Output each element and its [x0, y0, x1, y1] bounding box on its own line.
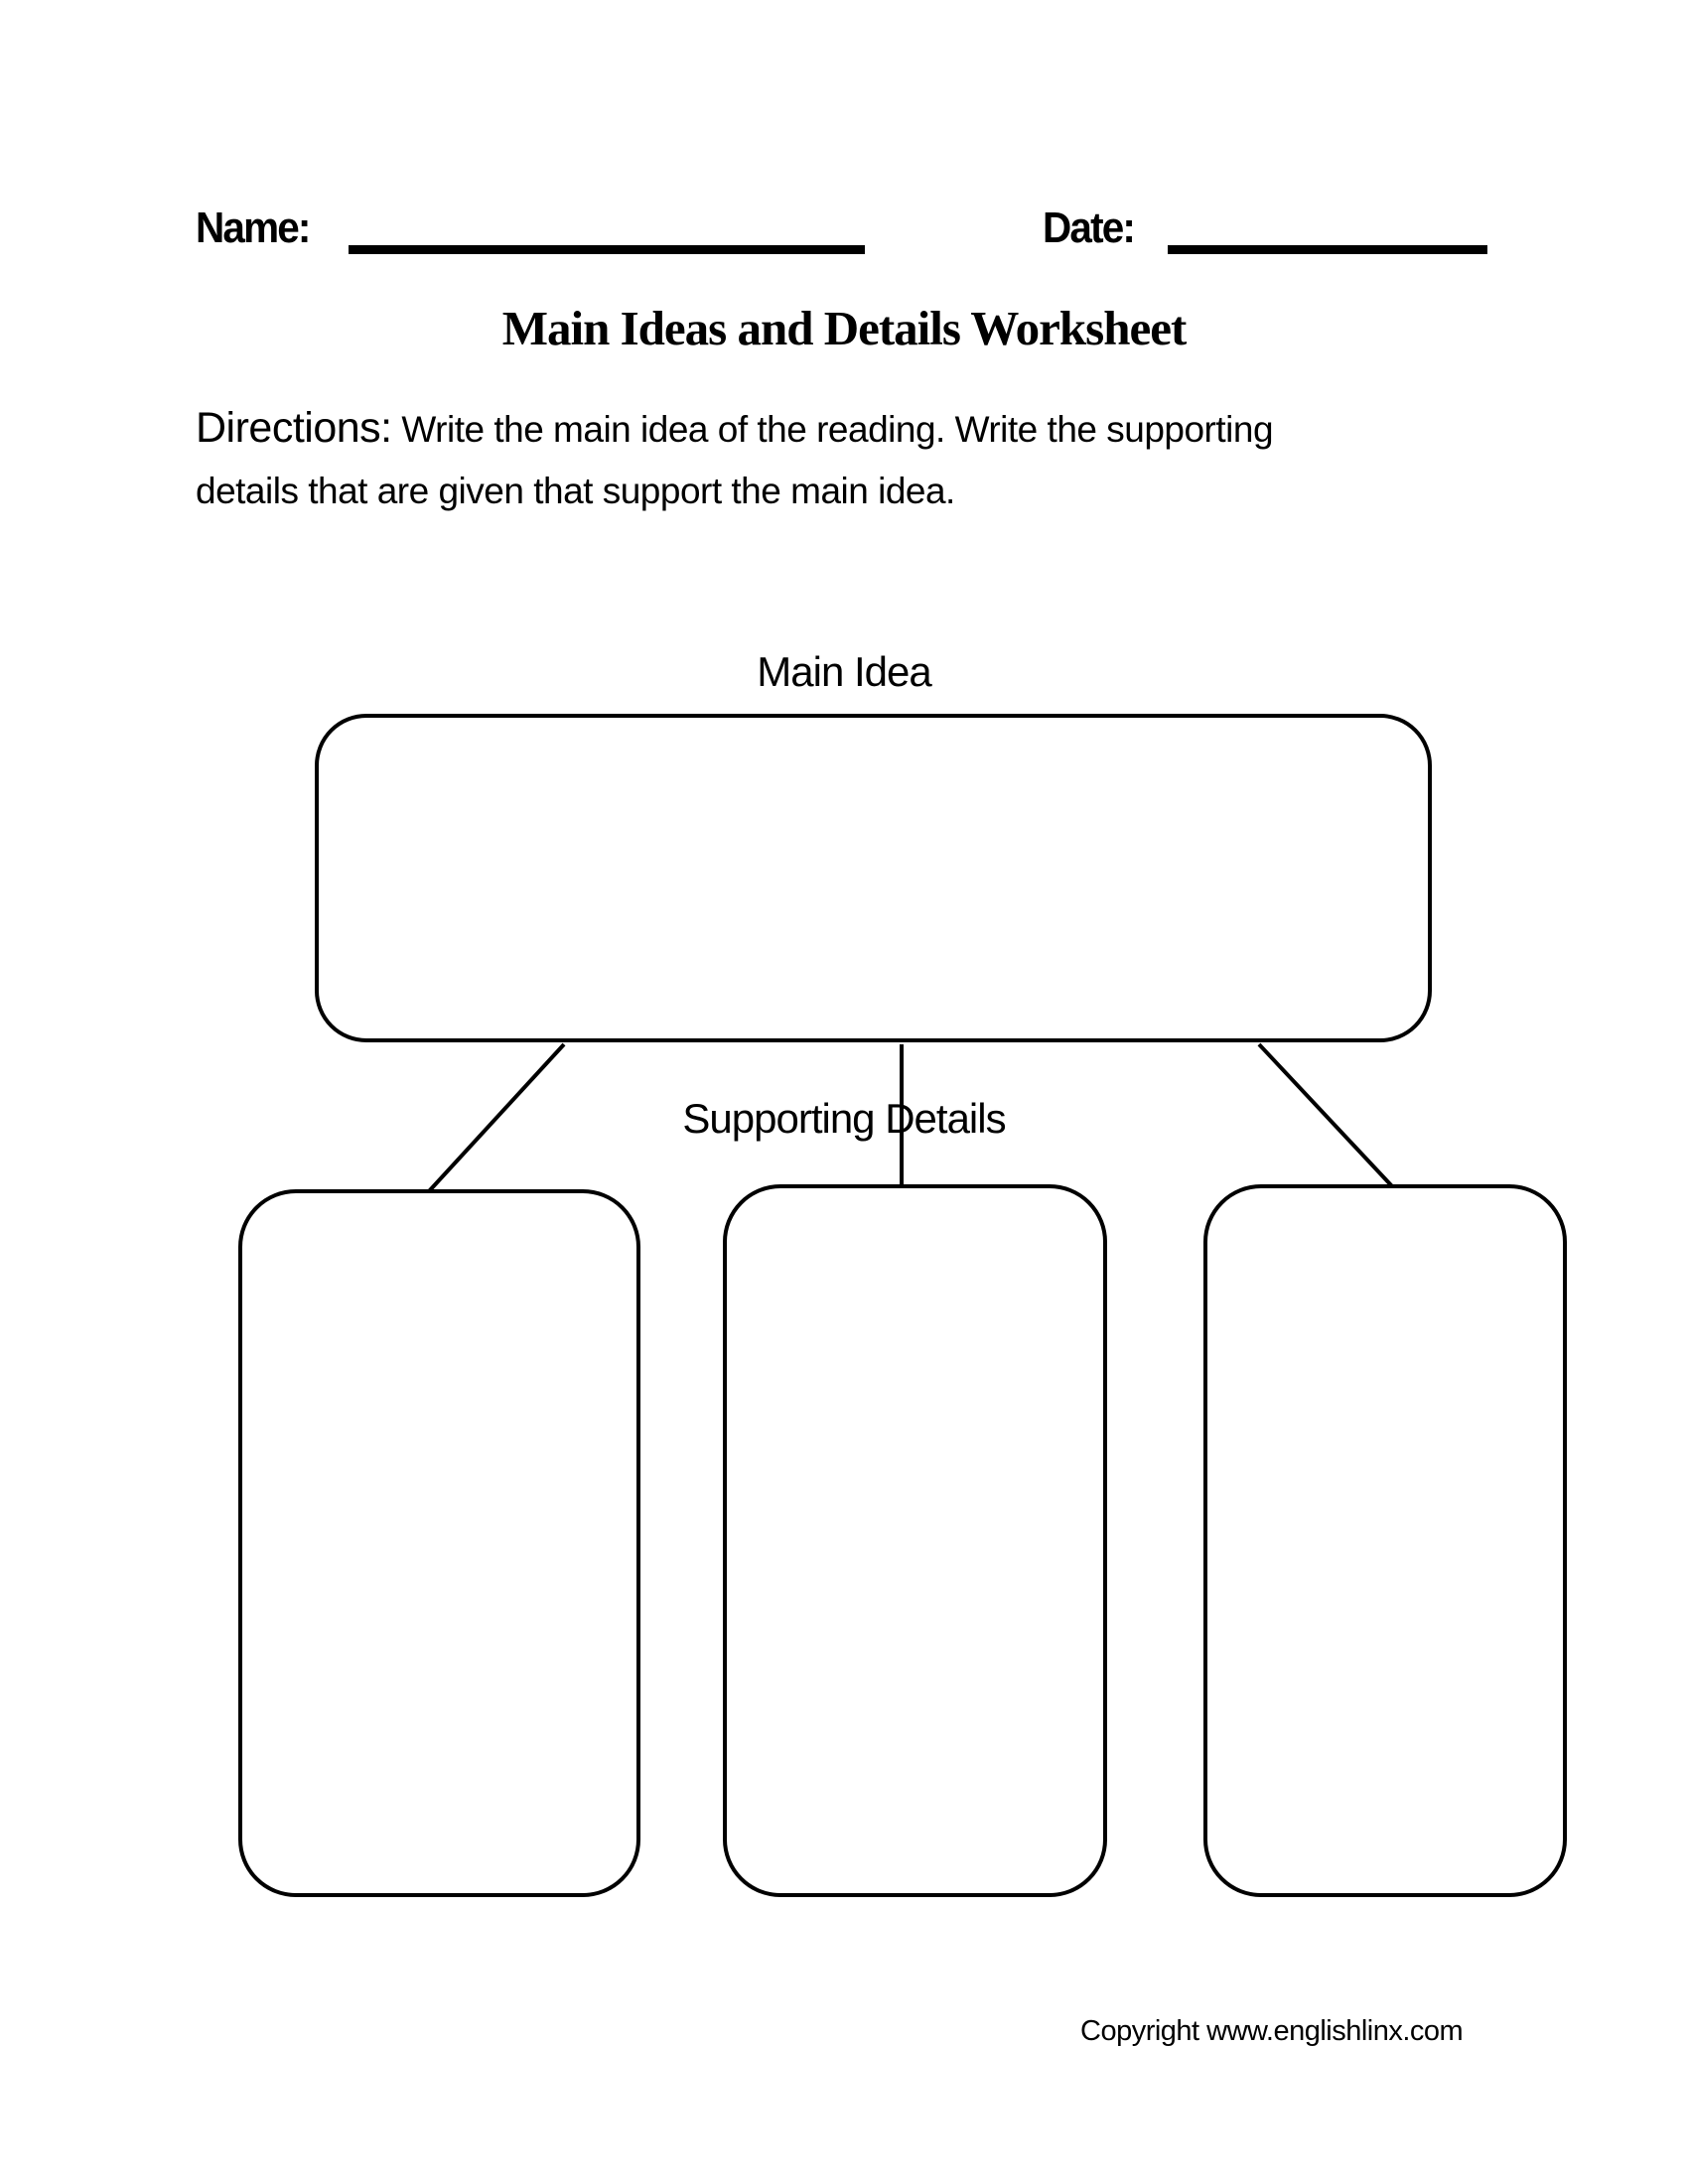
name-blank-line[interactable]: [349, 245, 865, 254]
copyright-text: Copyright www.englishlinx.com: [1080, 2015, 1464, 2047]
directions-line-1: [196, 397, 1486, 460]
detail-box-2[interactable]: [723, 1184, 1107, 1897]
supporting-details-label: Supporting Details: [682, 1095, 1006, 1142]
directions-line-1-rest: Write the main idea of the reading. Write the supporting: [391, 409, 1274, 450]
directions-lead: Directions:: [196, 404, 392, 452]
main-idea-box[interactable]: [315, 714, 1432, 1042]
main-idea-label: Main Idea: [757, 648, 931, 695]
directions-line-2: details that are given that support the main idea.: [196, 471, 955, 511]
directions-text: [196, 397, 1486, 522]
date-blank-line[interactable]: [1168, 245, 1487, 254]
detail-box-3[interactable]: [1203, 1184, 1567, 1897]
name-label: Name:: [196, 204, 310, 252]
detail-box-1[interactable]: [238, 1189, 640, 1897]
page-title: Main Ideas and Details Worksheet: [501, 301, 1187, 355]
date-label: Date:: [1043, 204, 1135, 252]
